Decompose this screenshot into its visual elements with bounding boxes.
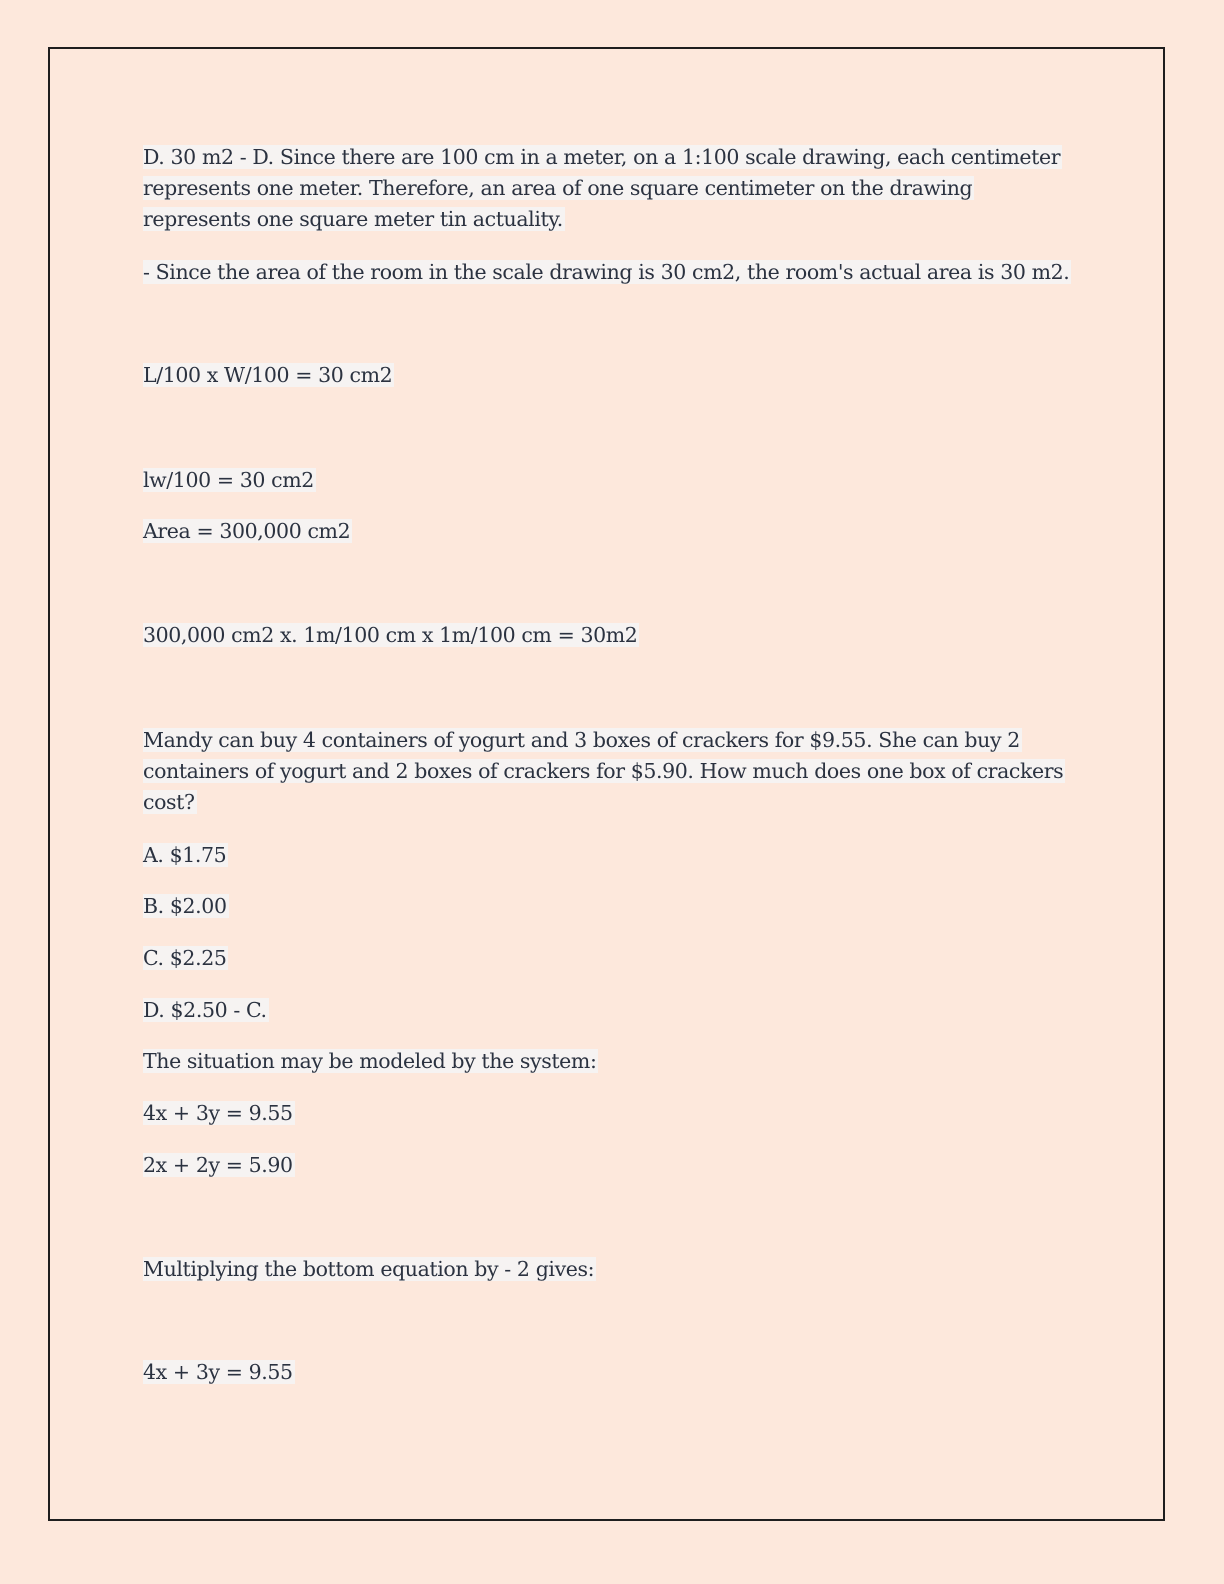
choice-d-answer: D. $2.50 - C. xyxy=(143,998,267,1022)
explanation-line-1: D. 30 m2 - D. Since there are 100 cm in a meter, on a 1:100 scale drawing, each centimeter xyxy=(143,145,1061,169)
equation-scale: L/100 x W/100 = 30 cm2 xyxy=(143,363,393,387)
choice-c: C. $2.25 xyxy=(143,946,227,970)
multiply-step: Multiplying the bottom equation by - 2 gives: xyxy=(143,1257,595,1281)
explanation-line-2: represents one meter. Therefore, an area of one square centimeter on the drawing xyxy=(143,176,973,200)
equation-area: Area = 300,000 cm2 xyxy=(143,519,351,543)
system-equation-2: 2x + 2y = 5.90 xyxy=(143,1153,293,1177)
choice-b: B. $2.00 xyxy=(143,894,227,918)
system-equation-1: 4x + 3y = 9.55 xyxy=(143,1101,293,1125)
question-line-3: cost? xyxy=(143,790,195,814)
system-equation-3: 4x + 3y = 9.55 xyxy=(143,1360,293,1384)
explanation-line-3: represents one square meter tin actuality. xyxy=(143,207,563,231)
equation-lw: lw/100 = 30 cm2 xyxy=(143,468,314,492)
system-intro: The situation may be modeled by the system: xyxy=(143,1049,597,1073)
equation-conversion: 300,000 cm2 x. 1m/100 cm x 1m/100 cm = 30m2 xyxy=(143,623,638,647)
area-statement: - Since the area of the room in the scale drawing is 30 cm2, the room's actual area is 30 m2. xyxy=(143,260,1070,284)
choice-a: A. $1.75 xyxy=(143,843,227,867)
question-line-2: containers of yogurt and 2 boxes of crackers for $5.90. How much does one box of crackers xyxy=(143,759,1064,783)
question-line-1: Mandy can buy 4 containers of yogurt and 3 boxes of crackers for $9.55. She can buy 2 xyxy=(143,728,1020,752)
